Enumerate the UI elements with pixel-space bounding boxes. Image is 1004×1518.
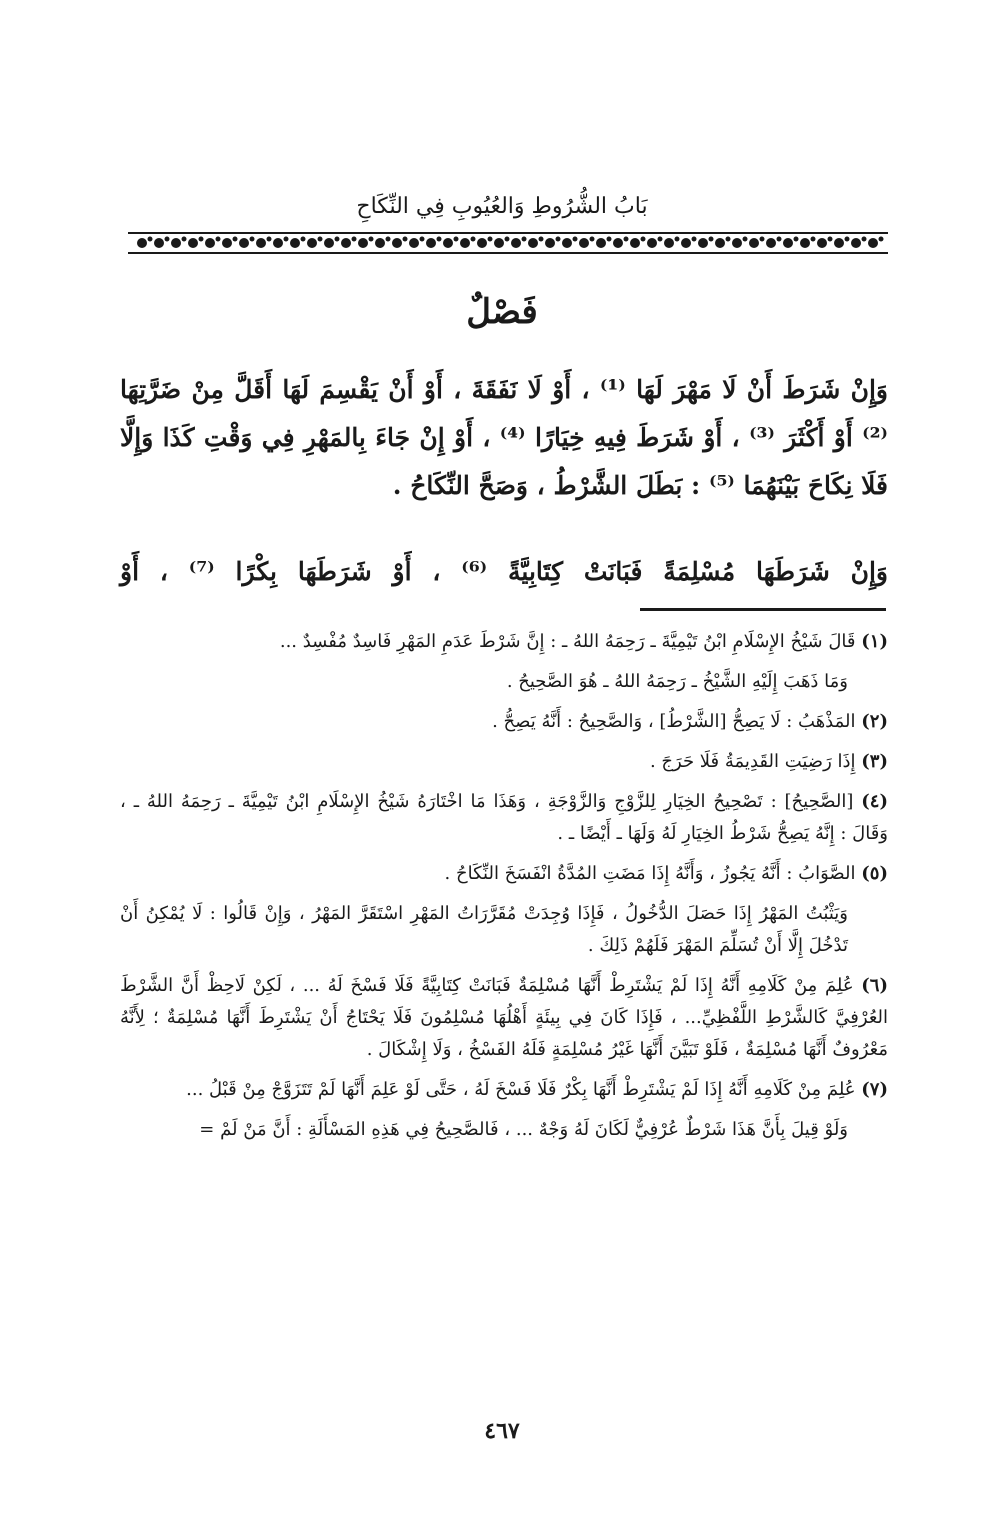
main-paragraph-2: وَإِنْ شَرَطَهَا مُسْلِمَةً فَبَانَتْ كِتَابِيَّةً ⁽⁶⁾ ، أَوْ شَرَطَهَا بِكْرًا ⁽⁷⁾ ، أَوْ: [120, 557, 888, 586]
ornamental-border: [128, 230, 888, 256]
main-paragraph-1: وَإِنْ شَرَطَ أَنْ لَا مَهْرَ لَهَا ⁽¹⁾ ، أَوْ لَا نَفَقَةَ ، أَوْ أَنْ يَقْسِمَ لَهَا أَقَلَّ مِنْ ضَرَّتِهَا ⁽²⁾ أَوْ أَكْثَرَ ⁽³⁾ ، أَوْ شَرَطَ فِيهِ خِيَارًا ⁽⁴⁾ ، أَوْ إِنْ جَاءَ بِالمَهْرِ فِي وَقْتِ كَذَا وَإِلَّا فَلَا نِكَاحَ بَيْنَهُمَا ⁽⁵⁾ : بَطَلَ الشَّرْطُ ، وَصَحَّ النِّكَاحُ .: [120, 375, 888, 500]
footnote-4: (٤) [الصَّحِيحُ] : تَصْحِيحُ الخِيَارِ لِلزَّوْجِ وَالزَّوْجَةِ ، وَهَذَا مَا اخْتَارَهُ شَيْخُ الإِسْلَامِ ابْنُ تَيْمِيَّةَ ـ رَحِمَهُ اللهُ ـ ، وَقَالَ : إِنَّهُ يَصِحُّ شَرْطُ الخِيَارِ لَهُ وَلَهَا ـ أَيْضًا ـ .: [120, 791, 888, 844]
page-number: ٤٦٧: [484, 1418, 520, 1444]
footnote-1-continuation: وَمَا ذَهَبَ إِلَيْهِ الشَّيْخُ ـ رَحِمَهُ اللهُ ـ هُوَ الصَّحِيحُ .: [506, 671, 848, 692]
footnote-separator: [640, 608, 886, 611]
footnote-7-continuation: وَلَوْ قِيلَ بِأَنَّ هَذَا شَرْطٌ عُرْفِيٌّ لَكَانَ لَهُ وَجْهٌ ... ، فَالصَّحِيحُ فِي هَذِهِ المَسْأَلَةِ : أَنَّ مَنْ لَمْ =: [199, 1119, 848, 1140]
running-title: بَابُ الشُّرُوطِ وَالعُيُوبِ فِي النِّكَاحِ: [356, 194, 648, 219]
footnote-2: (٢) المَذْهَبُ : لَا يَصِحُّ [الشَّرْطُ] ، وَالصَّحِيحُ : أَنَّهُ يَصِحُّ .: [492, 711, 888, 732]
footnote-3: (٣) إِذَا رَضِيَتِ القَدِيمَةُ فَلَا حَرَجَ .: [649, 751, 888, 772]
footnote-7: (٧) عُلِمَ مِنْ كَلَامِهِ أَنَّهُ إِذَا لَمْ يَشْتَرِطْ أَنَّهَا بِكْرٌ فَلَا فَسْخَ لَهُ ، حَتَّى لَوْ عَلِمَ أَنَّهَا لَمْ تَتَزَوَّجْ مِنْ قَبْلُ ...: [186, 1079, 888, 1100]
footnote-6: (٦) عُلِمَ مِنْ كَلَامِهِ أَنَّهُ إِذَا لَمْ يَشْتَرِطْ أَنَّهَا مُسْلِمَةٌ فَبَانَتْ كِتَابِيَّةً فَلَا فَسْخَ لَهُ ... ، لَكِنْ لَاحِظْ أَنَّ الشَّرْطَ العُرْفِيَّ كَالشَّرْطِ اللَّفْظِيِّ... ، فَإِذَا كَانَ فِي بِيئَةٍ أَهْلُهَا مُسْلِمُونَ فَلَا يَحْتَاجُ أَنْ يَشْتَرِطَ أَنَّهَا مُسْلِمَةٌ ؛ لِأَنَّهُ مَعْرُوفٌ أَنَّهَا مُسْلِمَةٌ ، فَلَوْ تَبَيَّنَ أَنَّهَا غَيْرُ مُسْلِمَةٍ فَلَهُ الفَسْخُ ، وَلَا إِشْكَالَ .: [120, 975, 888, 1060]
section-title: فَصْلٌ: [466, 292, 538, 332]
footnote-5: (٥) الصَّوَابُ : أَنَّهُ يَجُوزُ ، وَأَنَّهُ إِذَا مَضَتِ المُدَّةُ انْفَسَخَ النِّكَاحُ .: [444, 863, 888, 884]
footnotes: [120, 626, 888, 1154]
footnote-1: (١) قَالَ شَيْخُ الإِسْلَامِ ابْنُ تَيْمِيَّةَ ـ رَحِمَهُ اللهُ ـ : إِنَّ شَرْطَ عَدَمِ المَهْرِ فَاسِدٌ مُفْسِدٌ ...: [279, 631, 888, 652]
footnote-5-continuation: وَيَثْبُتُ المَهْرُ إِذَا حَصَلَ الدُّخُولُ ، فَإِذَا وُجِدَتْ مُقَرَّرَاتُ المَهْرِ اسْتَقَرَّ المَهْرُ ، وَإِنْ قَالُوا : لَا يُمْكِنُ أَنْ تَدْخُلَ إِلَّا أَنْ تُسَلِّمَ المَهْرَ فَلَهُمْ ذَلِكَ .: [120, 903, 848, 956]
